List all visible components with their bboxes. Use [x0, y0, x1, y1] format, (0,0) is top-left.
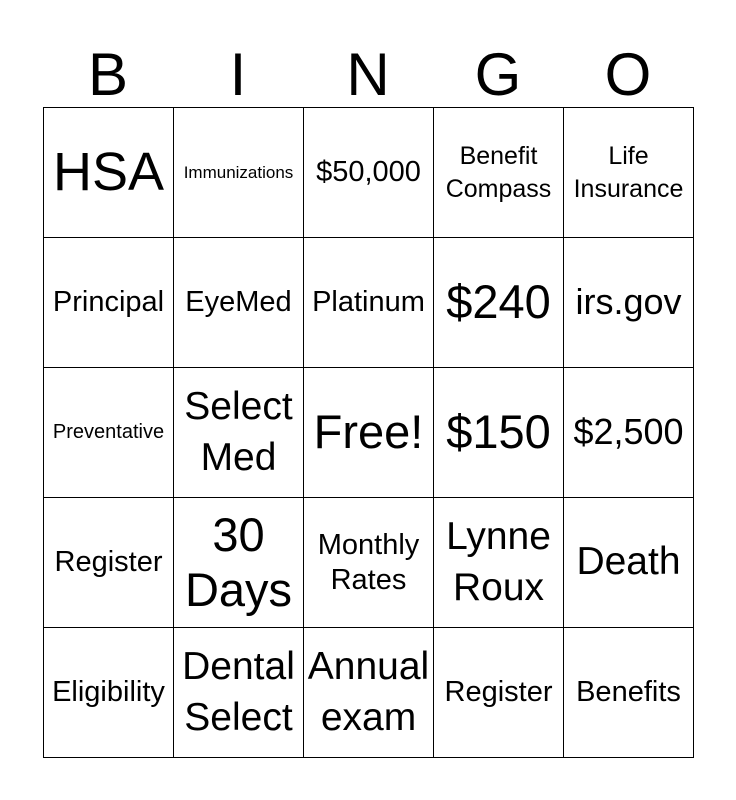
cell-text: $150	[446, 405, 551, 459]
bingo-cell[interactable]	[304, 108, 434, 238]
bingo-cell[interactable]	[304, 368, 434, 498]
bingo-cell[interactable]	[564, 108, 694, 238]
cell-text: Principal	[52, 286, 165, 319]
bingo-cell[interactable]	[434, 498, 564, 628]
cell-text: EyeMed	[185, 286, 292, 319]
bingo-cell[interactable]	[174, 368, 304, 498]
bingo-cell[interactable]	[174, 498, 304, 628]
header-letter-i: I	[229, 41, 247, 108]
bingo-header	[43, 40, 693, 108]
cell-text: Benefit Compass	[445, 142, 552, 203]
bingo-cell[interactable]	[304, 628, 434, 758]
bingo-cell[interactable]	[174, 108, 304, 238]
bingo-cell[interactable]	[304, 498, 434, 628]
bingo-cell[interactable]	[44, 108, 174, 238]
cell-text: Benefits	[576, 676, 681, 709]
bingo-cell[interactable]	[564, 368, 694, 498]
bingo-board	[43, 107, 694, 758]
cell-text: Monthly Rates	[317, 528, 420, 596]
cell-text: Immunizations	[183, 162, 294, 182]
cell-text: Select Med	[184, 384, 293, 479]
bingo-cell[interactable]	[304, 238, 434, 368]
bingo-cell[interactable]	[564, 628, 694, 758]
cell-text: $50,000	[316, 156, 421, 189]
cell-text: Preventative	[52, 421, 165, 443]
bingo-cell[interactable]	[174, 238, 304, 368]
cell-text: Register	[444, 676, 553, 709]
cell-text: Register	[54, 546, 163, 579]
bingo-cell[interactable]	[564, 498, 694, 628]
cell-text: HSA	[52, 142, 165, 203]
cell-text: Life Insurance	[573, 142, 684, 203]
bingo-cell[interactable]	[434, 238, 564, 368]
bingo-cell[interactable]	[434, 108, 564, 238]
cell-text: $2,500	[573, 411, 684, 453]
bingo-cell[interactable]	[44, 368, 174, 498]
cell-text: Annual exam	[307, 644, 430, 739]
cell-text: irs.gov	[575, 281, 682, 323]
cell-text: Lynne Roux	[446, 514, 551, 609]
bingo-cell[interactable]	[434, 368, 564, 498]
bingo-cell[interactable]	[44, 238, 174, 368]
cell-text: Dental Select	[182, 644, 295, 739]
header-letter-n: N	[346, 41, 390, 108]
bingo-cell[interactable]	[44, 628, 174, 758]
cell-text: Death	[576, 540, 681, 584]
cell-text: 30 Days	[184, 508, 293, 616]
header-letter-b: B	[87, 41, 129, 108]
bingo-cell[interactable]	[44, 498, 174, 628]
cell-text: Platinum	[312, 286, 425, 319]
cell-text: Free!	[313, 405, 424, 459]
bingo-cell[interactable]	[434, 628, 564, 758]
header-letter-o: O	[604, 41, 652, 108]
bingo-cell[interactable]	[564, 238, 694, 368]
cell-text: $240	[446, 275, 551, 329]
header-letter-g: G	[474, 41, 522, 108]
cell-text: Eligibility	[52, 676, 165, 709]
bingo-cell[interactable]	[174, 628, 304, 758]
